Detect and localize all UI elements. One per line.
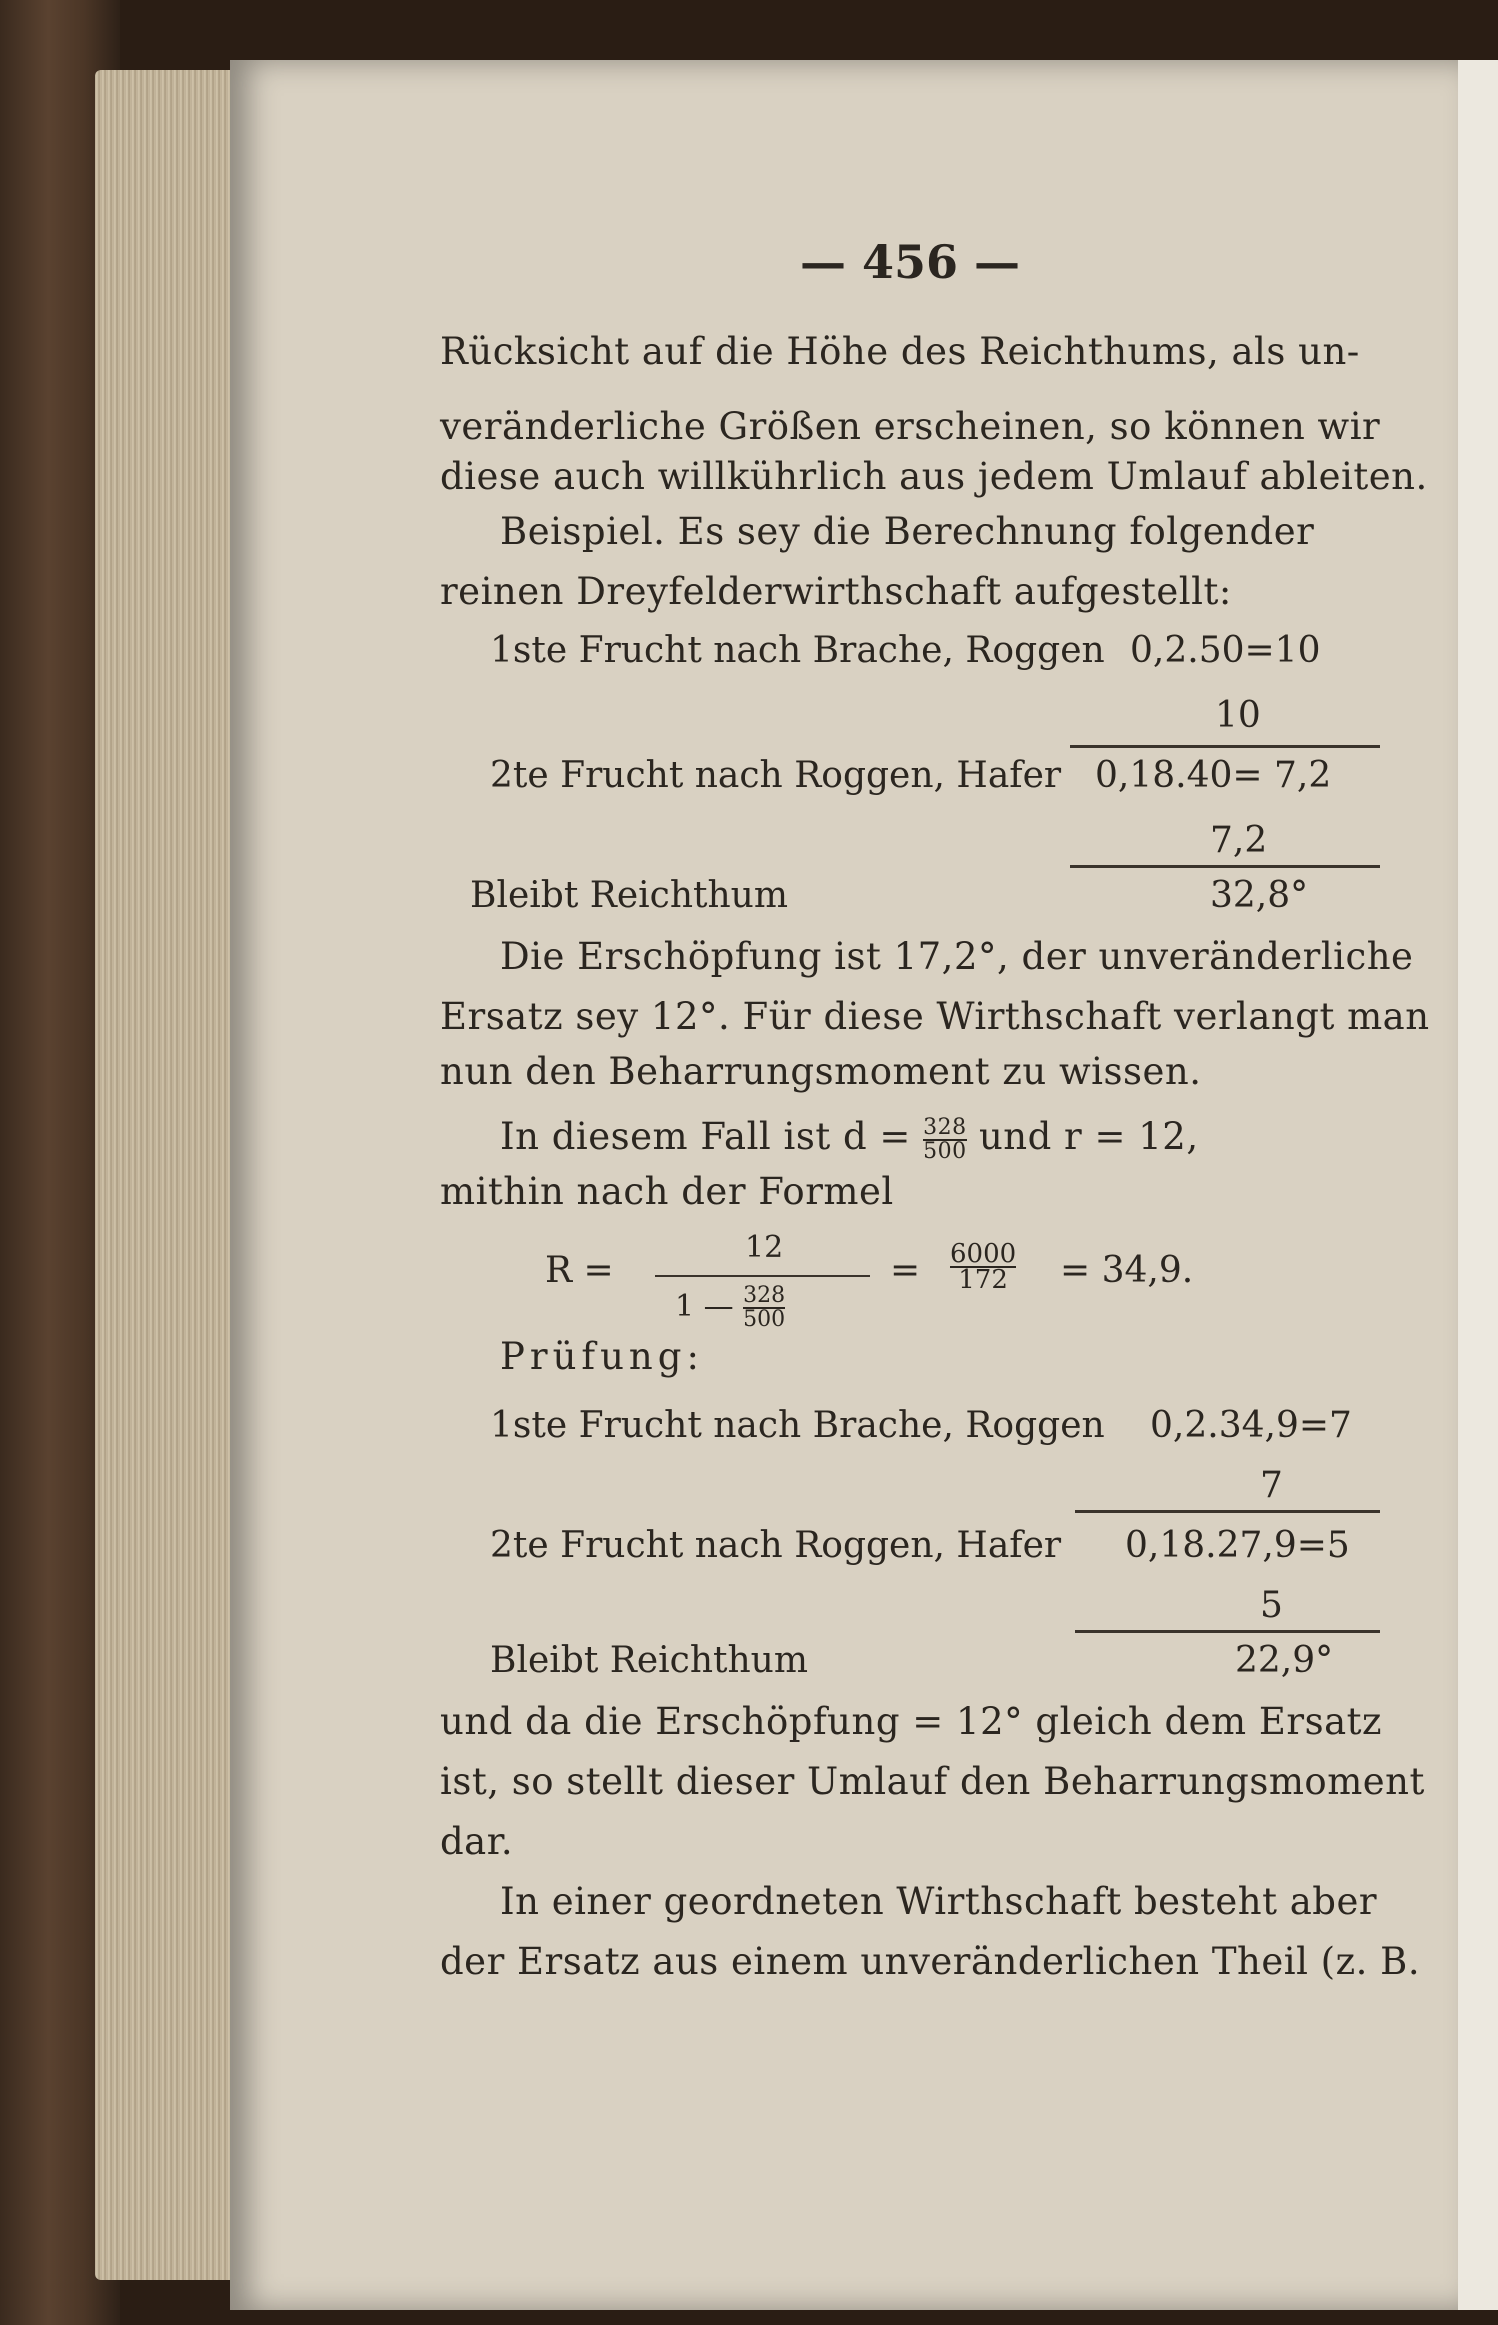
example2-row1-sub: 7 bbox=[1260, 1465, 1283, 1506]
example2-row1-label: 1ste Frucht nach Brache, Roggen bbox=[490, 1405, 1105, 1446]
text-line-with-fraction bbox=[500, 1115, 1390, 1163]
text-line: Rücksicht auf die Höhe des Reichthums, als un- bbox=[440, 330, 1360, 373]
example1-row2-sub: 7,2 bbox=[1210, 820, 1268, 861]
text-line: nun den Beharrungsmoment zu wissen. bbox=[440, 1050, 1202, 1093]
text-line: In einer geordneten Wirthschaft besteht aber bbox=[500, 1880, 1378, 1923]
formula-result: = 34,9. bbox=[1060, 1250, 1194, 1291]
text-line: dar. bbox=[440, 1820, 514, 1863]
formula-equals: = bbox=[890, 1250, 921, 1291]
pruefung-heading: Prüfung: bbox=[500, 1335, 704, 1378]
example2-row1-calc: 0,2.34,9=7 bbox=[1150, 1405, 1352, 1446]
formula-fraction-bar bbox=[655, 1275, 870, 1277]
sum-rule bbox=[1070, 745, 1380, 748]
text-line: ist, so stellt dieser Umlauf den Beharrungsmoment bbox=[440, 1760, 1425, 1803]
text-line: Die Erschöpfung ist 17,2°, der unveränderliche bbox=[500, 935, 1414, 978]
example2-result-value: 22,9° bbox=[1235, 1640, 1334, 1681]
text-line: veränderliche Größen erscheinen, so können wir bbox=[440, 405, 1381, 448]
example2-row2-calc: 0,18.27,9=5 bbox=[1125, 1525, 1350, 1566]
text-line: reinen Dreyfelderwirthschaft aufgestellt: bbox=[440, 570, 1232, 613]
facing-page-edge bbox=[1458, 60, 1498, 2310]
example1-row2-label: 2te Frucht nach Roggen, Hafer bbox=[490, 755, 1062, 796]
text-segment: und r = 12, bbox=[978, 1115, 1199, 1158]
fraction-d bbox=[923, 1114, 967, 1164]
example2-row2-sub: 5 bbox=[1260, 1585, 1283, 1626]
fraction-denominator: 500 bbox=[923, 1138, 967, 1164]
sum-rule bbox=[1070, 865, 1380, 868]
fraction-numerator: 328 bbox=[923, 1114, 967, 1140]
sum-rule bbox=[1075, 1510, 1380, 1513]
formula-lhs: R = bbox=[545, 1250, 614, 1291]
text-line: mithin nach der Formel bbox=[440, 1170, 894, 1213]
fraction-numerator: 6000 bbox=[950, 1239, 1017, 1269]
text-line: Ersatz sey 12°. Für diese Wirthschaft verlangt man bbox=[440, 995, 1430, 1038]
fraction-numerator: 328 bbox=[743, 1283, 786, 1308]
text-line: diese auch willkührlich aus jedem Umlauf ableiten. bbox=[440, 455, 1428, 498]
formula-fraction2 bbox=[950, 1239, 1017, 1295]
formula-numerator: 12 bbox=[745, 1230, 784, 1265]
fraction-denominator: 172 bbox=[958, 1265, 1008, 1295]
sum-rule bbox=[1075, 1630, 1380, 1633]
example1-row2-calc: 0,18.40= 7,2 bbox=[1095, 755, 1332, 796]
text-line: der Ersatz aus einem unveränderlichen Theil (z. B. bbox=[440, 1940, 1421, 1983]
text-line: und da die Erschöpfung = 12° gleich dem Ersatz bbox=[440, 1700, 1382, 1743]
example1-row1-sub: 10 bbox=[1215, 695, 1261, 736]
formula-denominator: 1 — $\frac{328}{500}$ bbox=[675, 1283, 786, 1332]
page-number: — 456 — bbox=[799, 235, 1021, 289]
text-line: Beispiel. Es sey die Berechnung folgender bbox=[500, 510, 1315, 553]
example1-result-label: Bleibt Reichthum bbox=[470, 875, 788, 916]
fraction-d bbox=[743, 1285, 785, 1331]
example2-row2-label: 2te Frucht nach Roggen, Hafer bbox=[490, 1525, 1062, 1566]
example1-row1-label: 1ste Frucht nach Brache, Roggen bbox=[490, 630, 1105, 671]
example2-result-label: Bleibt Reichthum bbox=[490, 1640, 808, 1681]
fraction-denominator: 500 bbox=[743, 1307, 786, 1332]
example1-result-value: 32,8° bbox=[1210, 875, 1309, 916]
text-segment: In diesem Fall ist d = bbox=[500, 1115, 911, 1158]
example1-row1-calc: 0,2.50=10 bbox=[1130, 630, 1321, 671]
